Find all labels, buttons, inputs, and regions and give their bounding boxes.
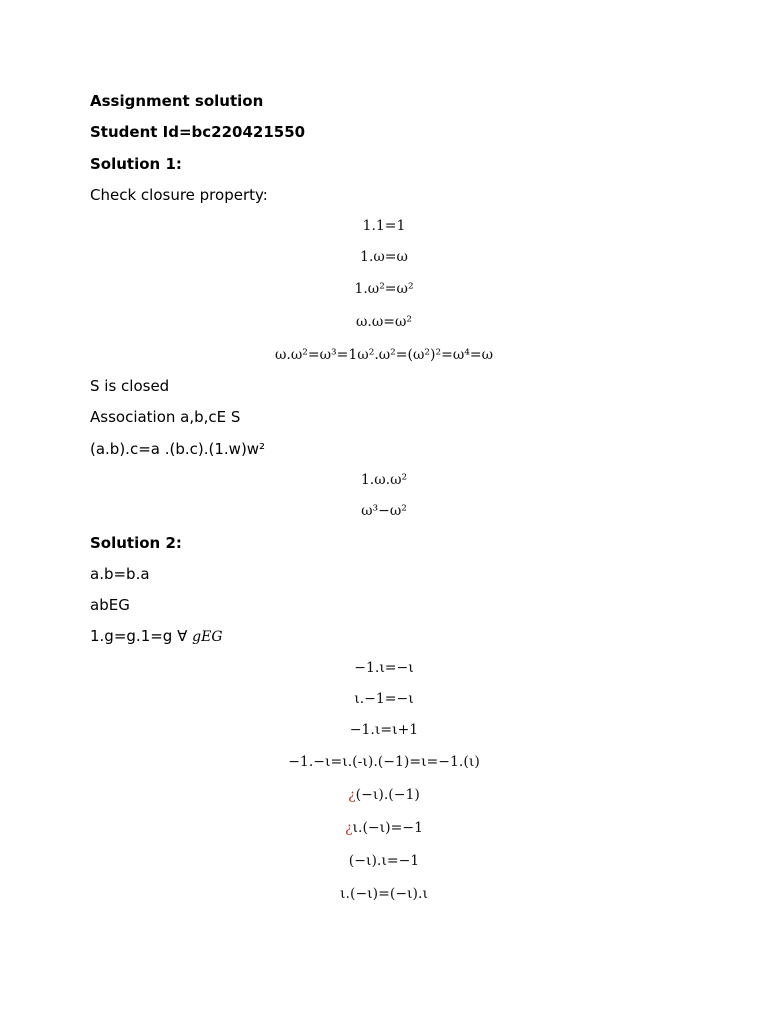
solution-2-heading: Solution 2: (90, 533, 182, 552)
marked-equation (0, 816, 768, 849)
equation: ω.ω=ω² (355, 313, 413, 330)
text-line: a.b=b.a (90, 564, 150, 583)
document-title: Assignment solution (90, 92, 264, 110)
equation: ω.ω²=ω³=1ω².ω²=(ω²)²=ω⁴=ω (275, 346, 493, 363)
equation: 1.ω.ω² (360, 471, 408, 488)
document-page (90, 89, 680, 915)
student-id: Student Id=bc220421550 (90, 123, 306, 142)
solution-1-heading: Solution 1: (90, 154, 182, 173)
equation: 1.ω²=ω² (354, 280, 414, 297)
text-line: abEG (90, 596, 130, 615)
equation: 1.1=1 (362, 218, 406, 235)
identity-line (90, 624, 680, 655)
identity-prefix: 1.g=g.1=g ∀ (90, 627, 188, 646)
equation: −1.ι=−ι (354, 659, 414, 676)
equation: (−ι).ι=−1 (348, 852, 420, 869)
association-statement: Association a,b,cE S (90, 408, 241, 427)
closed-statement: S is closed (90, 377, 170, 396)
equation: ι.(−ι)=(−ι).ι (340, 885, 428, 902)
marked-equation (0, 783, 768, 816)
equation-text: (−ι).(−1) (355, 786, 420, 803)
equation: ω³−ω² (361, 503, 407, 520)
inverted-question-mark: ¿ (345, 819, 353, 836)
equation: −1.ι=ι+1 (349, 722, 419, 739)
closure-intro: Check closure property: (90, 185, 268, 204)
identity-suffix: gEG (192, 629, 223, 646)
equation: ι.−1=−ι (354, 691, 414, 708)
equation: 1.ω=ω (360, 249, 408, 266)
association-expression: (a.b).c=a .(b.c).(1.w)w² (90, 439, 266, 458)
equation-text: ι.(−ι)=−1 (352, 819, 423, 836)
inverted-question-mark: ¿ (348, 786, 356, 803)
equation: −1.−ι=ι.(-ι).(−1)=ι=−1.(ι) (288, 753, 480, 770)
